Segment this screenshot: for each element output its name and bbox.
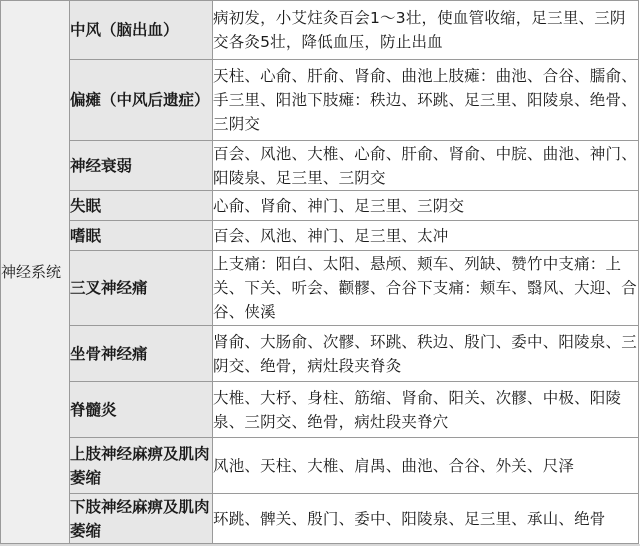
acupoints: 上支痛：阳白、太阳、悬颅、颊车、列缺、赞竹中支痛：上关、下关、听会、颧髎、合谷下支痛：颊车、翳风、大迎、合谷、侠溪 [213,251,639,326]
table-row [1,221,639,251]
condition-name: 失眠 [70,191,213,221]
acupoints: 百会、风池、神门、足三里、太冲 [213,221,639,251]
condition-name: 神经衰弱 [70,141,213,191]
condition-name: 中风（脑出血） [70,1,213,60]
acupoints: 风池、天柱、大椎、肩禺、曲池、合谷、外关、尺泽 [213,438,639,494]
acupoints: 心俞、肾俞、神门、足三里、三阴交 [213,191,639,221]
table-row [1,191,639,221]
table-row [1,1,639,60]
condition-name: 坐骨神经痛 [70,326,213,382]
table-row [1,326,639,382]
table-row [1,251,639,326]
condition-name: 脊髓炎 [70,382,213,438]
acupoints: 大椎、大杼、身柱、筋缩、肾俞、阳关、次髎、中极、阳陵泉、三阴交、绝骨，病灶段夹脊穴 [213,382,639,438]
acupoints: 病初发，小艾炷灸百会1～3壮，使血管收缩，足三里、三阴交各灸5壮，降低血压，防止出血 [213,1,639,60]
table-row [1,141,639,191]
condition-name: 上肢神经麻痹及肌肉萎缩 [70,438,213,494]
condition-name: 下肢神经麻痹及肌肉萎缩 [70,494,213,544]
condition-name: 嗜眠 [70,221,213,251]
acupoints: 百会、风池、大椎、心俞、肝俞、肾俞、中脘、曲池、神门、阳陵泉、足三里、三阴交 [213,141,639,191]
condition-name: 三叉神经痛 [70,251,213,326]
condition-name: 偏瘫（中风后遗症） [70,60,213,141]
table-row [1,382,639,438]
acupoints: 天柱、心俞、肝俞、肾俞、曲池上肢瘫：曲池、合谷、臑俞、手三里、阳池下肢瘫：秩边、环跳、足三里、阳陵泉、绝骨、三阴交 [213,60,639,141]
table-row [1,60,639,141]
table-row [1,438,639,494]
table-row [1,494,639,544]
acupoints: 肾俞、大肠俞、次髎、环跳、秩边、殷门、委中、阳陵泉、三阴交、绝骨，病灶段夹脊灸 [213,326,639,382]
category-cell: 神经系统 [1,1,70,544]
acupoints: 环跳、髀关、殷门、委中、阳陵泉、足三里、承山、绝骨 [213,494,639,544]
